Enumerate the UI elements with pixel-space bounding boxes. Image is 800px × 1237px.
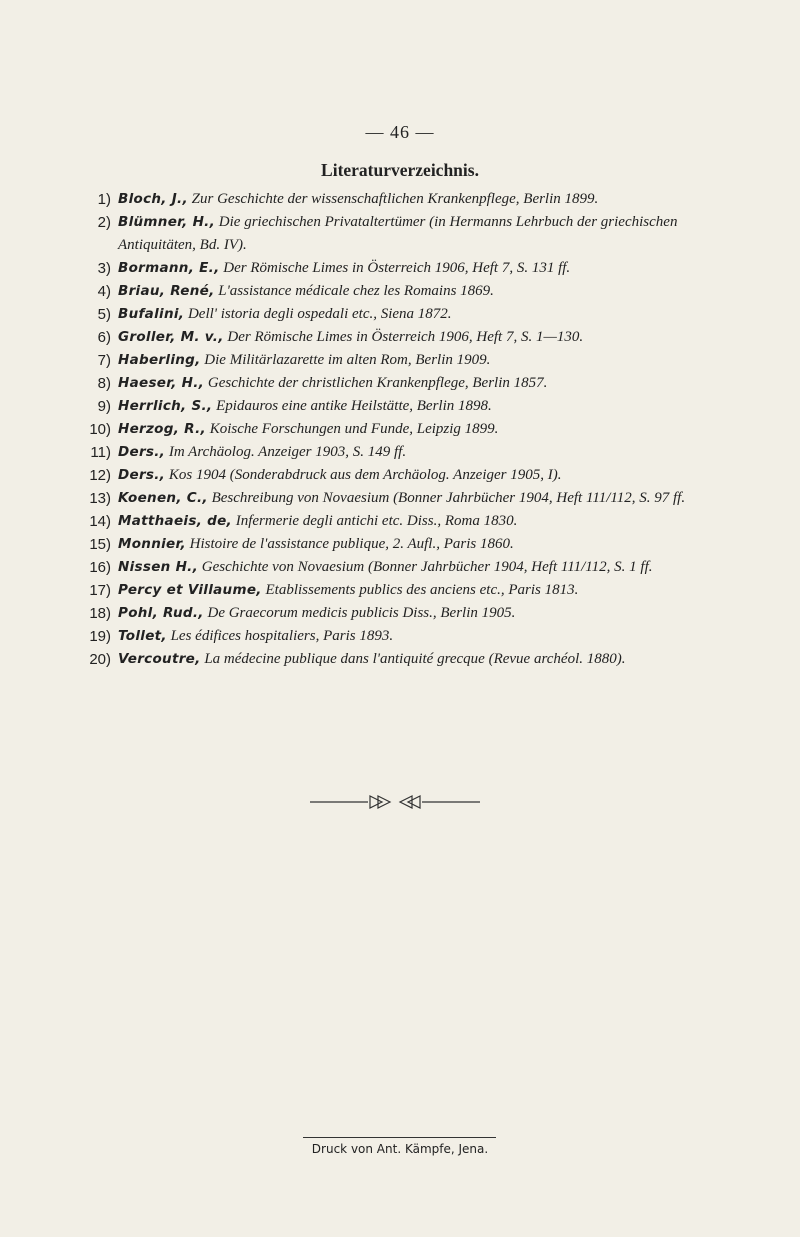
list-item (70, 326, 740, 349)
item-text (118, 441, 740, 464)
item-author: Tollet, (118, 628, 167, 644)
item-number: 5) (97, 306, 111, 323)
item-text (118, 602, 740, 625)
list-item (70, 533, 740, 556)
item-title: Der Römische Limes in Österreich 1906, Heft 7, S. 1—130. (227, 329, 584, 345)
ornament-divider-icon (310, 792, 480, 812)
item-title: Kos 1904 (Sonderabdruck aus dem Archäolog. Anzeiger 1905, I). (168, 467, 562, 483)
item-title: Beschreibung von Novaesium (Bonner Jahrbücher 1904, Heft 111/112, S. 97 ff. (211, 490, 686, 506)
item-title: La médecine publique dans l'antiquité grecque (Revue archéol. 1880). (204, 651, 626, 667)
item-author: Percy et Villaume, (118, 582, 262, 598)
item-title: Geschichte der christlichen Krankenpflege, Berlin 1857. (207, 375, 548, 391)
item-number: 1) (97, 191, 111, 208)
page-title: Literaturverzeichnis. (321, 160, 479, 180)
item-author: Pohl, Rud., (118, 605, 204, 621)
item-text (118, 556, 740, 579)
item-title: Geschichte von Novaesium (Bonner Jahrbücher 1904, Heft 111/112, S. 1 ff. (201, 559, 653, 575)
item-number: 8) (97, 375, 111, 392)
item-number: 11) (90, 444, 111, 461)
list-item (70, 372, 740, 395)
item-text (118, 257, 740, 280)
list-item (70, 579, 740, 602)
item-text (118, 326, 740, 349)
item-text (118, 648, 740, 671)
item-number: 10) (89, 421, 111, 438)
item-number: 4) (97, 283, 111, 300)
list-item (70, 625, 740, 648)
item-title: Dell' istoria degli ospedali etc., Siena 1872. (187, 306, 452, 322)
item-number: 7) (97, 352, 111, 369)
item-title: Zur Geschichte der wissenschaftlichen Krankenpflege, Berlin 1899. (191, 191, 599, 207)
list-item (70, 464, 740, 487)
item-text (118, 280, 740, 303)
item-author: Ders., (118, 444, 166, 460)
item-text (118, 349, 740, 372)
item-number: 16) (89, 559, 111, 576)
item-number: 3) (97, 260, 111, 277)
item-text (118, 211, 740, 257)
printer-imprint: Druck von Ant. Kämpfe, Jena. (311, 1142, 489, 1156)
item-text (118, 188, 740, 211)
item-author: Matthaeis, de, (118, 513, 232, 529)
item-title: Histoire de l'assistance publique, 2. Aufl., Paris 1860. (189, 536, 514, 552)
footer-rule (303, 1137, 496, 1138)
list-item (70, 418, 740, 441)
item-author: Herrlich, S., (118, 398, 213, 414)
item-author: Groller, M. v., (118, 329, 224, 345)
item-number: 13) (89, 490, 111, 507)
item-text (118, 625, 740, 648)
list-item (70, 188, 740, 211)
list-item (70, 441, 740, 464)
item-title: Der Römische Limes in Österreich 1906, Heft 7, S. 131 ff. (223, 260, 571, 276)
item-number: 14) (89, 513, 111, 530)
item-author: Koenen, C., (118, 490, 208, 506)
list-item (70, 487, 740, 510)
item-text (118, 533, 740, 556)
item-text (118, 395, 740, 418)
list-item (70, 349, 740, 372)
item-number: 20) (89, 651, 111, 668)
item-author: Haeser, H., (118, 375, 205, 391)
list-item (70, 556, 740, 579)
list-item (70, 211, 740, 257)
item-title: Les édifices hospitaliers, Paris 1893. (170, 628, 394, 644)
item-number: 15) (89, 536, 111, 553)
item-author: Nissen H., (118, 559, 199, 575)
item-title: De Graecorum medicis publicis Diss., Berlin 1905. (207, 605, 516, 621)
item-number: 18) (89, 605, 111, 622)
item-title: Epidauros eine antike Heilstätte, Berlin 1898. (216, 398, 492, 414)
item-number: 6) (97, 329, 111, 346)
item-text (118, 487, 740, 510)
reference-list (70, 188, 740, 671)
item-author: Briau, René, (118, 283, 215, 299)
item-title: Koische Forschungen und Funde, Leipzig 1899. (209, 421, 499, 437)
list-item (70, 602, 740, 625)
list-item (70, 395, 740, 418)
item-number: 12) (89, 467, 111, 484)
item-text (118, 579, 740, 602)
item-title: Die Militärlazarette im alten Rom, Berlin 1909. (204, 352, 491, 368)
item-author: Blümner, H., (118, 214, 216, 230)
item-text (118, 418, 740, 441)
list-item (70, 510, 740, 533)
item-number: 17) (89, 582, 111, 599)
item-number: 2) (97, 214, 111, 231)
item-title: Infermerie degli antichi etc. Diss., Roma 1830. (235, 513, 518, 529)
list-item (70, 257, 740, 280)
item-author: Herzog, R., (118, 421, 206, 437)
item-text (118, 510, 740, 533)
item-author: Ders., (118, 467, 166, 483)
list-item (70, 280, 740, 303)
item-text (118, 303, 740, 326)
list-item (70, 303, 740, 326)
item-author: Vercoutre, (118, 651, 201, 667)
page-number: — 46 — (365, 122, 435, 142)
item-author: Bufalini, (118, 306, 185, 322)
item-author: Bloch, J., (118, 191, 188, 207)
item-text (118, 464, 740, 487)
item-text (118, 372, 740, 395)
item-title: Die griechischen Privataltertümer (in Hermanns Lehrbuch der griechischen Antiquitäten, Bd. IV). (118, 214, 678, 253)
list-item (70, 648, 740, 671)
item-author: Haberling, (118, 352, 201, 368)
item-number: 19) (89, 628, 111, 645)
item-author: Bormann, E., (118, 260, 220, 276)
item-title: L'assistance médicale chez les Romains 1869. (218, 283, 494, 299)
item-author: Monnier, (118, 536, 186, 552)
item-title: Im Archäolog. Anzeiger 1903, S. 149 ff. (168, 444, 407, 460)
item-number: 9) (97, 398, 111, 415)
item-title: Etablissements publics des anciens etc., Paris 1813. (265, 582, 579, 598)
